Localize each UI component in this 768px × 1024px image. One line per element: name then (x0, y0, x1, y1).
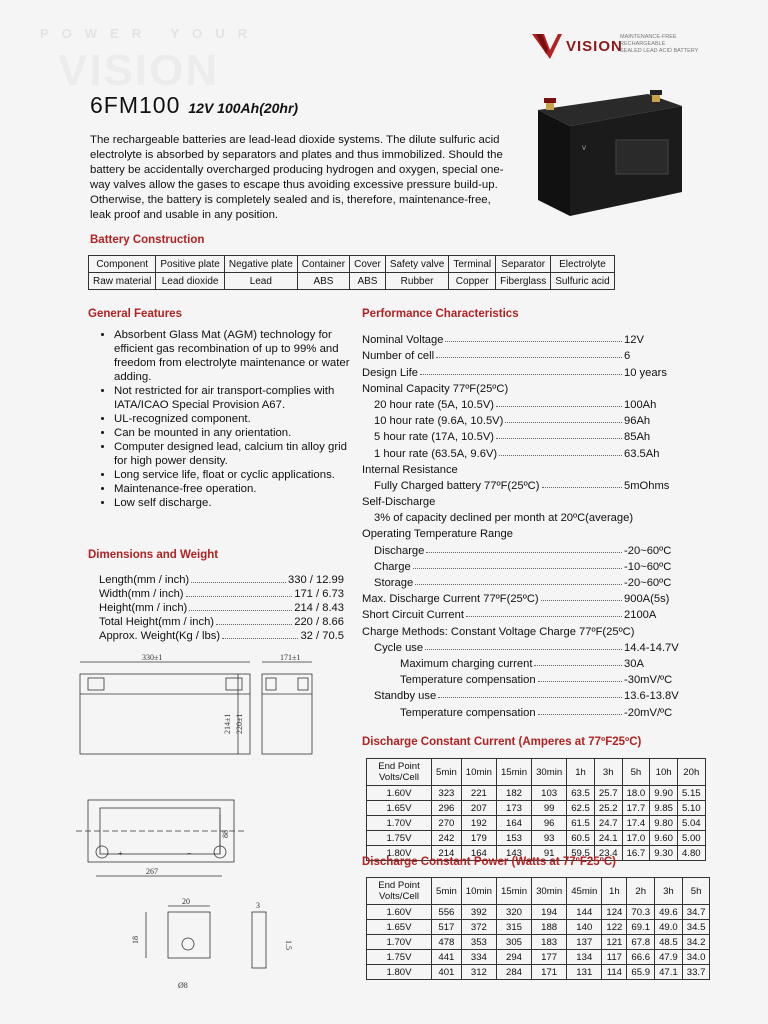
perf-row: 1 hour rate (63.5A, 9.6V) 63.5Ah (374, 447, 660, 460)
perf-row: Standby use 13.6-13.8V (374, 690, 679, 703)
list-item: • UL-recognized component. (114, 412, 352, 426)
dimensions-list (99, 573, 344, 643)
features-title: General Features (88, 308, 182, 320)
svg-text:V: V (582, 146, 587, 152)
perf-row: Internal Resistance (362, 463, 458, 476)
list-item: • Long service life, float or cyclic applications. (114, 468, 352, 482)
perf-row: Fully Charged battery 77ºF(25ºC) 5mOhms (374, 479, 670, 492)
svg-text:220±1: 220±1 (235, 713, 244, 734)
table-row: 1.60V 323 221 182 103 63.5 25.7 18.0 9.90 5.15 (367, 786, 706, 801)
product-model: 6FM100 12V 100Ah(20hr) (90, 92, 299, 118)
table-row: 1.80V 401 312 284 171 131 114 65.9 47.1 33.7 (367, 965, 710, 980)
intro-paragraph: The rechargeable batteries are lead-lead dioxide systems. The dilute sulfuric acid electrolyte is absorbed by separators and plates and thus immobilized. Should the battery be accidentally overcharged producing hydrogen and oxygen, special one-way valves allow the gases to escape thus avoiding excessive pressure build-up. Otherwise, the battery is completely sealed and is, therefore, maintenance-free, leak proof and usable in any position. (90, 134, 504, 221)
svg-text:18: 18 (131, 936, 140, 944)
table-row: 1.70V 270 192 164 96 61.5 24.7 17.4 9.80 5.04 (367, 816, 706, 831)
product-spec: 12V 100Ah(20hr) (188, 100, 299, 116)
perf-row: Max. Discharge Current 77ºF(25ºC) 900A(5s) (362, 593, 670, 606)
svg-text:267: 267 (146, 867, 158, 876)
svg-text:3: 3 (256, 901, 260, 910)
list-item: • Maintenance-free operation. (114, 482, 352, 496)
list-item: • Low self discharge. (114, 496, 352, 510)
svg-text:1.5: 1.5 (284, 940, 293, 950)
dimension-drawing (70, 650, 350, 1000)
table-header-row: End Point Volts/Cell 5min 10min 15min 30min 1h 3h 5h 10h 20h (367, 759, 706, 786)
svg-text:214±1: 214±1 (223, 713, 232, 734)
svg-text:330±1: 330±1 (142, 653, 163, 662)
perf-row: 3% of capacity declined per month at 20ºC(average) (374, 512, 634, 525)
perf-row: Temperature compensation -20mV/ºC (400, 706, 673, 719)
performance-list (362, 330, 682, 719)
table-header-row: End Point Volts/Cell 5min 10min 15min 30min 45min 1h 2h 3h 5h (367, 878, 710, 905)
construction-title: Battery Construction (90, 234, 205, 246)
table-row: 1.75V 242 179 153 93 60.5 24.1 17.0 9.60 5.00 (367, 831, 706, 846)
svg-text:171±1: 171±1 (280, 653, 301, 662)
table-row: 1.60V 556 392 320 194 144 124 70.3 49.6 34.7 (367, 905, 710, 920)
dim-row: Height(mm / inch) 214 / 8.43 (99, 602, 344, 614)
perf-row: Cycle use 14.4-14.7V (374, 641, 679, 654)
features-list (102, 328, 352, 510)
perf-row: 10 hour rate (9.6A, 10.5V) 96Ah (374, 415, 651, 428)
svg-text:20: 20 (182, 897, 190, 906)
perf-row: Operating Temperature Range (362, 528, 513, 541)
list-item: • Computer designed lead, calcium tin alloy grid for high power density. (114, 440, 352, 468)
battery-product-image (530, 88, 690, 220)
perf-row: 20 hour rate (5A, 10.5V) 100Ah (374, 398, 657, 411)
table-row: 1.65V 517 372 315 188 140 122 69.1 49.0 34.5 (367, 920, 710, 935)
watermark-logo-text: VISION (58, 46, 220, 95)
perf-row: Nominal Voltage 12V (362, 334, 644, 347)
discharge-current-table (366, 758, 706, 861)
table-row: 1.65V 296 207 173 99 62.5 25.2 17.7 9.85 5.10 (367, 801, 706, 816)
svg-text:Ø8: Ø8 (178, 981, 188, 990)
svg-text:88: 88 (221, 830, 230, 838)
perf-row: Design Life 10 years (362, 366, 667, 379)
perf-row: Number of cell 6 (362, 350, 631, 363)
perf-row: Charge -10~60ºC (374, 560, 672, 573)
perf-row: Maximum charging current 30A (400, 657, 644, 670)
table-row: Component Positive plate Negative plate Container Cover Safety valve Terminal Separator Electrolyte (89, 256, 615, 273)
table-row: Raw material Lead dioxide Lead ABS ABS Rubber Copper Fiberglass Sulfuric acid (89, 273, 615, 290)
perf-row: Short Circuit Current 2100A (362, 609, 657, 622)
brand-logo (532, 32, 722, 62)
table-row: 1.70V 478 353 305 183 137 121 67.8 48.5 34.2 (367, 935, 710, 950)
discharge-power-title: Discharge Constant Power (Watts at 77ºF25ºC) (362, 856, 616, 868)
perf-row: Temperature compensation -30mV/ºC (400, 674, 673, 687)
brand-v-icon (532, 32, 562, 60)
list-item: • Not restricted for air transport-complies with IATA/ICAO Special Provision A67. (114, 384, 352, 412)
brand-name: VISION (566, 38, 623, 55)
table-row: 1.80V 214 164 143 91 59.5 23.4 16.7 9.30 4.80 (367, 846, 706, 861)
discharge-power-table (366, 877, 710, 980)
construction-table (88, 255, 615, 290)
discharge-current-title: Discharge Constant Current (Amperes at 77ºF25ºC) (362, 736, 642, 748)
perf-row: Charge Methods: Constant Voltage Charge 77ºF(25ºC) (362, 625, 635, 638)
perf-row: Discharge -20~60ºC (374, 544, 672, 557)
table-row: 1.75V 441 334 294 177 134 117 66.6 47.9 34.0 (367, 950, 710, 965)
svg-text:−: − (187, 849, 192, 858)
list-item: • Absorbent Glass Mat (AGM) technology for efficient gas recombination of up to 99% and freedom from electrolyte maintenance or water adding. (114, 328, 352, 384)
perf-row: 5 hour rate (17A, 10.5V) 85Ah (374, 431, 651, 444)
dim-row: Approx. Weight(Kg / lbs) 32 / 70.5 (99, 630, 344, 642)
perf-row: Self-Discharge (362, 496, 436, 509)
dimensions-title: Dimensions and Weight (88, 549, 219, 561)
perf-row: Nominal Capacity 77ºF(25ºC) (362, 382, 509, 395)
performance-title: Performance Characteristics (362, 308, 519, 320)
svg-text:+: + (118, 849, 123, 858)
watermark-text: POWER YOUR (40, 26, 261, 41)
dim-row: Length(mm / inch) 330 / 12.99 (99, 574, 344, 586)
list-item: • Can be mounted in any orientation. (114, 426, 352, 440)
brand-tagline: MAINTENANCE-FREE RECHARGEABLE SEALED LEAD ACID BATTERY (620, 34, 699, 54)
dim-row: Width(mm / inch) 171 / 6.73 (99, 588, 344, 600)
perf-row: Storage -20~60ºC (374, 577, 672, 589)
dim-row: Total Height(mm / inch) 220 / 8.66 (99, 616, 344, 628)
